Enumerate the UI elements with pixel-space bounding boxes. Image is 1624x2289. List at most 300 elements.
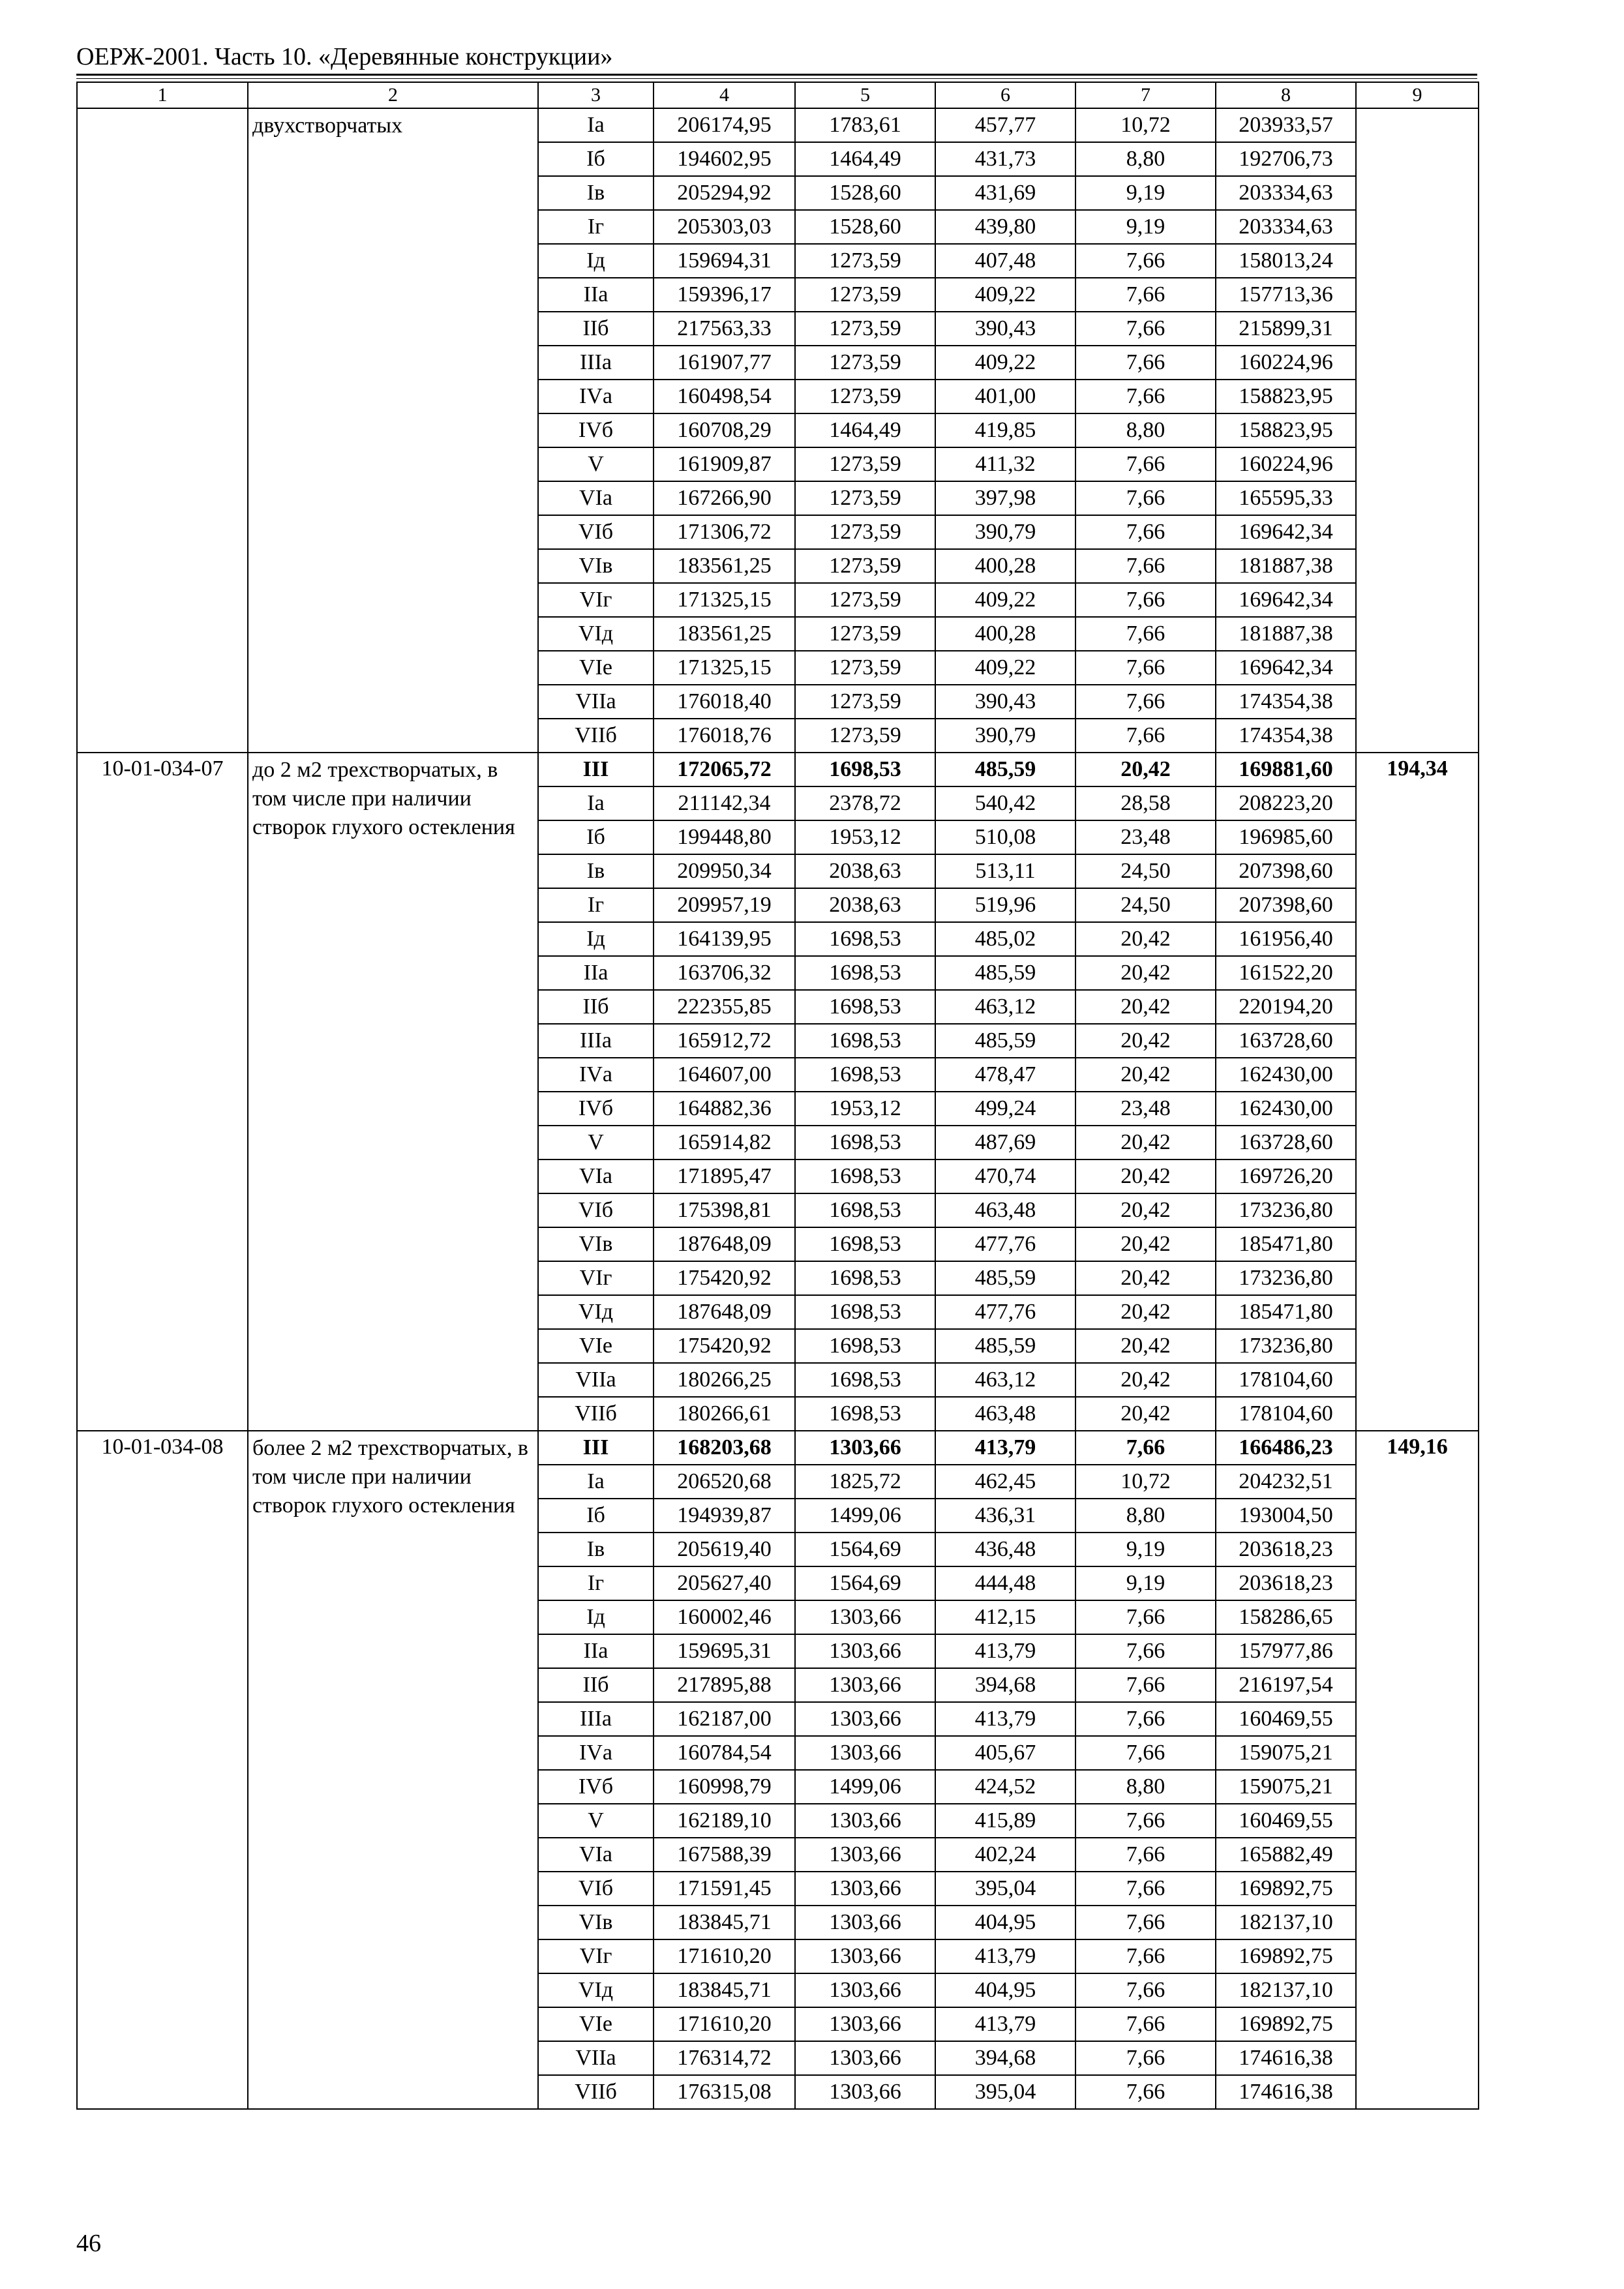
driver-wage-cell: 23,48 xyxy=(1075,820,1216,854)
material-cost-cell: 207398,60 xyxy=(1216,854,1356,888)
labor-cost-cell: 1564,69 xyxy=(795,1533,935,1566)
zone-cell: IVб xyxy=(538,1092,654,1126)
material-cost-cell: 178104,60 xyxy=(1216,1363,1356,1397)
labor-cost-cell: 1698,53 xyxy=(795,956,935,990)
total-cost-cell: 217895,88 xyxy=(654,1668,795,1702)
machine-cost-cell: 400,28 xyxy=(935,549,1075,583)
machine-cost-cell: 402,24 xyxy=(935,1838,1075,1872)
material-cost-cell: 162430,00 xyxy=(1216,1058,1356,1092)
labor-cost-cell: 1273,59 xyxy=(795,447,935,481)
table-body xyxy=(77,108,1479,2109)
zone-cell: VIIб xyxy=(538,2075,654,2109)
driver-wage-cell: 7,66 xyxy=(1075,1431,1216,1465)
material-cost-cell: 207398,60 xyxy=(1216,888,1356,922)
material-cost-cell: 157713,36 xyxy=(1216,278,1356,312)
total-cost-cell: 176314,72 xyxy=(654,2041,795,2075)
machine-cost-cell: 419,85 xyxy=(935,413,1075,447)
column-number: 6 xyxy=(935,82,1075,108)
driver-wage-cell: 7,66 xyxy=(1075,278,1216,312)
machine-cost-cell: 411,32 xyxy=(935,447,1075,481)
machine-cost-cell: 444,48 xyxy=(935,1566,1075,1600)
machine-cost-cell: 439,80 xyxy=(935,210,1075,244)
labor-cost-cell: 1303,66 xyxy=(795,1939,935,1973)
total-cost-cell: 183845,71 xyxy=(654,1906,795,1939)
driver-wage-cell: 7,66 xyxy=(1075,1906,1216,1939)
zone-cell: Iв xyxy=(538,854,654,888)
machine-cost-cell: 413,79 xyxy=(935,1939,1075,1973)
driver-wage-cell: 7,66 xyxy=(1075,447,1216,481)
total-cost-cell: 206520,68 xyxy=(654,1465,795,1499)
material-cost-cell: 158823,95 xyxy=(1216,413,1356,447)
labor-cost-cell: 1698,53 xyxy=(795,1193,935,1227)
page-header: ОЕРЖ-2001. Часть 10. «Деревянные конструкции» xyxy=(76,43,613,70)
labor-cost-cell: 2038,63 xyxy=(795,888,935,922)
material-cost-cell: 203334,63 xyxy=(1216,210,1356,244)
total-cost-cell: 167266,90 xyxy=(654,481,795,515)
zone-cell: VIа xyxy=(538,1159,654,1193)
material-cost-cell: 160469,55 xyxy=(1216,1702,1356,1736)
total-cost-cell: 172065,72 xyxy=(654,753,795,786)
material-cost-cell: 193004,50 xyxy=(1216,1499,1356,1533)
driver-wage-cell: 7,66 xyxy=(1075,651,1216,685)
total-cost-cell: 160002,46 xyxy=(654,1600,795,1634)
machine-cost-cell: 485,59 xyxy=(935,1329,1075,1363)
total-cost-cell: 183561,25 xyxy=(654,617,795,651)
labor-cost-cell: 1303,66 xyxy=(795,1804,935,1838)
column-number: 2 xyxy=(248,82,538,108)
labor-cost-cell: 1825,72 xyxy=(795,1465,935,1499)
labor-cost-cell: 1303,66 xyxy=(795,1431,935,1465)
driver-wage-cell: 20,42 xyxy=(1075,1363,1216,1397)
total-cost-cell: 160998,79 xyxy=(654,1770,795,1804)
material-cost-cell: 173236,80 xyxy=(1216,1261,1356,1295)
machine-cost-cell: 485,59 xyxy=(935,1024,1075,1058)
driver-wage-cell: 7,66 xyxy=(1075,515,1216,549)
labor-cost-cell: 1953,12 xyxy=(795,1092,935,1126)
labor-cost-cell: 1273,59 xyxy=(795,583,935,617)
driver-wage-cell: 20,42 xyxy=(1075,922,1216,956)
total-cost-cell: 165914,82 xyxy=(654,1126,795,1159)
machine-cost-cell: 413,79 xyxy=(935,1431,1075,1465)
labor-cost-cell: 1499,06 xyxy=(795,1770,935,1804)
total-cost-cell: 162189,10 xyxy=(654,1804,795,1838)
driver-wage-cell: 7,66 xyxy=(1075,719,1216,753)
driver-wage-cell: 20,42 xyxy=(1075,1261,1216,1295)
machine-cost-cell: 390,79 xyxy=(935,719,1075,753)
labor-cost-cell: 1698,53 xyxy=(795,1126,935,1159)
labor-cost-cell: 1303,66 xyxy=(795,1702,935,1736)
machine-cost-cell: 499,24 xyxy=(935,1092,1075,1126)
driver-wage-cell: 7,66 xyxy=(1075,1634,1216,1668)
material-cost-cell: 220194,20 xyxy=(1216,990,1356,1024)
material-cost-cell: 181887,38 xyxy=(1216,549,1356,583)
machine-cost-cell: 390,79 xyxy=(935,515,1075,549)
rate-code-cell: 10-01-034-07 xyxy=(77,753,248,1431)
labor-cost-cell: 1273,59 xyxy=(795,515,935,549)
labor-cost-cell: 1698,53 xyxy=(795,1024,935,1058)
total-cost-cell: 161909,87 xyxy=(654,447,795,481)
driver-wage-cell: 20,42 xyxy=(1075,1159,1216,1193)
material-cost-cell: 165882,49 xyxy=(1216,1838,1356,1872)
driver-wage-cell: 7,66 xyxy=(1075,2075,1216,2109)
column-number: 5 xyxy=(795,82,935,108)
rate-code-cell xyxy=(77,108,248,753)
labor-cost-cell: 1303,66 xyxy=(795,1600,935,1634)
labor-cost-cell: 1698,53 xyxy=(795,1295,935,1329)
material-cost-cell: 161956,40 xyxy=(1216,922,1356,956)
driver-wage-cell: 20,42 xyxy=(1075,1295,1216,1329)
machine-cost-cell: 415,89 xyxy=(935,1804,1075,1838)
machine-cost-cell: 431,73 xyxy=(935,142,1075,176)
driver-wage-cell: 10,72 xyxy=(1075,108,1216,142)
total-cost-cell: 176018,76 xyxy=(654,719,795,753)
machine-cost-cell: 413,79 xyxy=(935,2007,1075,2041)
labor-cost-cell: 1464,49 xyxy=(795,142,935,176)
labor-cost-cell: 1698,53 xyxy=(795,753,935,786)
zone-cell: VIб xyxy=(538,1193,654,1227)
total-cost-cell: 176018,40 xyxy=(654,685,795,719)
material-cost-cell: 192706,73 xyxy=(1216,142,1356,176)
table-row xyxy=(77,753,1479,786)
zone-cell: VIа xyxy=(538,1838,654,1872)
labor-cost-cell: 1698,53 xyxy=(795,1159,935,1193)
material-cost-cell: 158286,65 xyxy=(1216,1600,1356,1634)
labor-cost-cell: 1528,60 xyxy=(795,210,935,244)
zone-cell: Iб xyxy=(538,1499,654,1533)
driver-wage-cell: 23,48 xyxy=(1075,1092,1216,1126)
header-rule-thin xyxy=(76,78,1477,79)
machine-cost-cell: 394,68 xyxy=(935,2041,1075,2075)
zone-cell: IVб xyxy=(538,1770,654,1804)
driver-wage-cell: 9,19 xyxy=(1075,176,1216,210)
driver-wage-cell: 7,66 xyxy=(1075,1600,1216,1634)
total-cost-cell: 164607,00 xyxy=(654,1058,795,1092)
labor-cost-cell: 1273,59 xyxy=(795,719,935,753)
material-cost-cell: 174354,38 xyxy=(1216,685,1356,719)
header-rule xyxy=(76,74,1477,76)
driver-wage-cell: 28,58 xyxy=(1075,786,1216,820)
machine-cost-cell: 540,42 xyxy=(935,786,1075,820)
zone-cell: VIIб xyxy=(538,1397,654,1431)
labor-cost-cell: 1303,66 xyxy=(795,1668,935,1702)
driver-wage-cell: 7,66 xyxy=(1075,244,1216,278)
labor-cost-cell: 1273,59 xyxy=(795,651,935,685)
total-cost-cell: 171325,15 xyxy=(654,583,795,617)
material-cost-cell: 174616,38 xyxy=(1216,2041,1356,2075)
driver-wage-cell: 20,42 xyxy=(1075,956,1216,990)
labor-cost-cell: 2038,63 xyxy=(795,854,935,888)
labor-cost-cell: 1698,53 xyxy=(795,922,935,956)
material-cost-cell: 160469,55 xyxy=(1216,1804,1356,1838)
zone-cell: VIг xyxy=(538,1939,654,1973)
total-cost-cell: 209957,19 xyxy=(654,888,795,922)
labor-cost-cell: 1303,66 xyxy=(795,2007,935,2041)
work-description-cell: до 2 м2 трехстворчатых, в том числе при наличии створок глухого остекления xyxy=(248,753,538,1431)
material-cost-cell: 208223,20 xyxy=(1216,786,1356,820)
zone-cell: III xyxy=(538,1431,654,1465)
labor-cost-cell: 1303,66 xyxy=(795,1736,935,1770)
driver-wage-cell: 7,66 xyxy=(1075,1736,1216,1770)
labor-cost-cell: 1303,66 xyxy=(795,1906,935,1939)
material-cost-cell: 203618,23 xyxy=(1216,1533,1356,1566)
zone-cell: IIIа xyxy=(538,346,654,380)
zone-cell: IIа xyxy=(538,278,654,312)
driver-wage-cell: 7,66 xyxy=(1075,1804,1216,1838)
zone-cell: IVа xyxy=(538,1736,654,1770)
driver-wage-cell: 9,19 xyxy=(1075,1566,1216,1600)
labor-cost-cell: 1953,12 xyxy=(795,820,935,854)
total-cost-cell: 183561,25 xyxy=(654,549,795,583)
total-cost-cell: 199448,80 xyxy=(654,820,795,854)
total-cost-cell: 180266,25 xyxy=(654,1363,795,1397)
total-cost-cell: 205627,40 xyxy=(654,1566,795,1600)
driver-wage-cell: 7,66 xyxy=(1075,1668,1216,1702)
driver-wage-cell: 24,50 xyxy=(1075,888,1216,922)
material-cost-cell: 203334,63 xyxy=(1216,176,1356,210)
total-cost-cell: 209950,34 xyxy=(654,854,795,888)
column-number: 9 xyxy=(1356,82,1479,108)
zone-cell: VIг xyxy=(538,1261,654,1295)
labor-cost-cell: 1273,59 xyxy=(795,617,935,651)
material-cost-cell: 158013,24 xyxy=(1216,244,1356,278)
labor-cost-cell: 1528,60 xyxy=(795,176,935,210)
column-number-row xyxy=(77,82,1479,108)
total-cost-cell: 205619,40 xyxy=(654,1533,795,1566)
column-number: 8 xyxy=(1216,82,1356,108)
machine-cost-cell: 409,22 xyxy=(935,346,1075,380)
column-number: 4 xyxy=(654,82,795,108)
machine-cost-cell: 413,79 xyxy=(935,1702,1075,1736)
machine-cost-cell: 412,15 xyxy=(935,1600,1075,1634)
zone-cell: IIа xyxy=(538,956,654,990)
zone-cell: VIIа xyxy=(538,685,654,719)
zone-cell: Iб xyxy=(538,142,654,176)
driver-wage-cell: 7,66 xyxy=(1075,380,1216,413)
zone-cell: IVб xyxy=(538,413,654,447)
driver-wage-cell: 8,80 xyxy=(1075,142,1216,176)
driver-wage-cell: 7,66 xyxy=(1075,685,1216,719)
total-cost-cell: 175420,92 xyxy=(654,1329,795,1363)
zone-cell: Iг xyxy=(538,1566,654,1600)
material-cost-cell: 160224,96 xyxy=(1216,447,1356,481)
material-cost-cell: 159075,21 xyxy=(1216,1736,1356,1770)
total-cost-cell: 176315,08 xyxy=(654,2075,795,2109)
driver-wage-cell: 7,66 xyxy=(1075,2007,1216,2041)
total-cost-cell: 159695,31 xyxy=(654,1634,795,1668)
column-number: 3 xyxy=(538,82,654,108)
total-cost-cell: 205294,92 xyxy=(654,176,795,210)
driver-wage-cell: 20,42 xyxy=(1075,1329,1216,1363)
machine-cost-cell: 404,95 xyxy=(935,1973,1075,2007)
material-cost-cell: 169892,75 xyxy=(1216,1939,1356,1973)
material-cost-cell: 174616,38 xyxy=(1216,2075,1356,2109)
zone-cell: Iд xyxy=(538,1600,654,1634)
machine-cost-cell: 401,00 xyxy=(935,380,1075,413)
labor-cost-cell: 1698,53 xyxy=(795,1329,935,1363)
material-cost-cell: 215899,31 xyxy=(1216,312,1356,346)
material-cost-cell: 173236,80 xyxy=(1216,1329,1356,1363)
driver-wage-cell: 8,80 xyxy=(1075,1499,1216,1533)
total-cost-cell: 160708,29 xyxy=(654,413,795,447)
total-cost-cell: 168203,68 xyxy=(654,1431,795,1465)
machine-cost-cell: 485,59 xyxy=(935,1261,1075,1295)
material-cost-cell: 173236,80 xyxy=(1216,1193,1356,1227)
zone-cell: IIб xyxy=(538,1668,654,1702)
labor-cost-cell: 1698,53 xyxy=(795,1227,935,1261)
material-cost-cell: 166486,23 xyxy=(1216,1431,1356,1465)
zone-cell: VIб xyxy=(538,1872,654,1906)
machine-cost-cell: 390,43 xyxy=(935,685,1075,719)
driver-wage-cell: 20,42 xyxy=(1075,1126,1216,1159)
total-cost-cell: 167588,39 xyxy=(654,1838,795,1872)
zone-cell: V xyxy=(538,447,654,481)
zone-cell: VIIа xyxy=(538,2041,654,2075)
total-cost-cell: 217563,33 xyxy=(654,312,795,346)
material-cost-cell: 169892,75 xyxy=(1216,1872,1356,1906)
material-cost-cell: 182137,10 xyxy=(1216,1906,1356,1939)
driver-wage-cell: 7,66 xyxy=(1075,1702,1216,1736)
material-cost-cell: 165595,33 xyxy=(1216,481,1356,515)
machine-cost-cell: 424,52 xyxy=(935,1770,1075,1804)
material-cost-cell: 216197,54 xyxy=(1216,1668,1356,1702)
total-cost-cell: 159694,31 xyxy=(654,244,795,278)
table-row xyxy=(77,108,1479,142)
labor-cost-cell: 1273,59 xyxy=(795,278,935,312)
total-cost-cell: 171591,45 xyxy=(654,1872,795,1906)
zone-cell: V xyxy=(538,1804,654,1838)
material-cost-cell: 203618,23 xyxy=(1216,1566,1356,1600)
total-cost-cell: 161907,77 xyxy=(654,346,795,380)
driver-wage-cell: 20,42 xyxy=(1075,1397,1216,1431)
machine-cost-cell: 397,98 xyxy=(935,481,1075,515)
labor-hours-cell: 194,34 xyxy=(1356,753,1479,1431)
total-cost-cell: 194939,87 xyxy=(654,1499,795,1533)
total-cost-cell: 164139,95 xyxy=(654,922,795,956)
work-description-cell: более 2 м2 трехстворчатых, в том числе при наличии створок глухого остекления xyxy=(248,1431,538,2109)
material-cost-cell: 161522,20 xyxy=(1216,956,1356,990)
zone-cell: Iв xyxy=(538,176,654,210)
zone-cell: Iа xyxy=(538,108,654,142)
total-cost-cell: 163706,32 xyxy=(654,956,795,990)
zone-cell: VIв xyxy=(538,1227,654,1261)
material-cost-cell: 169642,34 xyxy=(1216,583,1356,617)
zone-cell: Iг xyxy=(538,888,654,922)
material-cost-cell: 169642,34 xyxy=(1216,651,1356,685)
total-cost-cell: 165912,72 xyxy=(654,1024,795,1058)
driver-wage-cell: 7,66 xyxy=(1075,2041,1216,2075)
machine-cost-cell: 463,48 xyxy=(935,1397,1075,1431)
material-cost-cell: 169881,60 xyxy=(1216,753,1356,786)
total-cost-cell: 206174,95 xyxy=(654,108,795,142)
zone-cell: Iд xyxy=(538,922,654,956)
driver-wage-cell: 8,80 xyxy=(1075,413,1216,447)
total-cost-cell: 159396,17 xyxy=(654,278,795,312)
labor-cost-cell: 1273,59 xyxy=(795,481,935,515)
driver-wage-cell: 20,42 xyxy=(1075,1193,1216,1227)
driver-wage-cell: 7,66 xyxy=(1075,1838,1216,1872)
zone-cell: Iа xyxy=(538,786,654,820)
zone-cell: VIIа xyxy=(538,1363,654,1397)
total-cost-cell: 175398,81 xyxy=(654,1193,795,1227)
driver-wage-cell: 20,42 xyxy=(1075,1058,1216,1092)
zone-cell: IVа xyxy=(538,380,654,413)
machine-cost-cell: 413,79 xyxy=(935,1634,1075,1668)
machine-cost-cell: 478,47 xyxy=(935,1058,1075,1092)
machine-cost-cell: 519,96 xyxy=(935,888,1075,922)
labor-cost-cell: 1698,53 xyxy=(795,1058,935,1092)
labor-cost-cell: 1698,53 xyxy=(795,990,935,1024)
labor-cost-cell: 1499,06 xyxy=(795,1499,935,1533)
zone-cell: IIб xyxy=(538,990,654,1024)
material-cost-cell: 160224,96 xyxy=(1216,346,1356,380)
total-cost-cell: 171306,72 xyxy=(654,515,795,549)
driver-wage-cell: 7,66 xyxy=(1075,583,1216,617)
total-cost-cell: 183845,71 xyxy=(654,1973,795,2007)
table-row xyxy=(77,1431,1479,1465)
machine-cost-cell: 457,77 xyxy=(935,108,1075,142)
machine-cost-cell: 487,69 xyxy=(935,1126,1075,1159)
zone-cell: VIг xyxy=(538,583,654,617)
labor-cost-cell: 1464,49 xyxy=(795,413,935,447)
driver-wage-cell: 24,50 xyxy=(1075,854,1216,888)
material-cost-cell: 185471,80 xyxy=(1216,1295,1356,1329)
total-cost-cell: 180266,61 xyxy=(654,1397,795,1431)
work-description-cell: двухстворчатых xyxy=(248,108,538,753)
total-cost-cell: 162187,00 xyxy=(654,1702,795,1736)
driver-wage-cell: 7,66 xyxy=(1075,1939,1216,1973)
labor-cost-cell: 1273,59 xyxy=(795,380,935,413)
zone-cell: VIд xyxy=(538,617,654,651)
total-cost-cell: 171325,15 xyxy=(654,651,795,685)
labor-cost-cell: 1303,66 xyxy=(795,2041,935,2075)
labor-cost-cell: 1303,66 xyxy=(795,1872,935,1906)
zone-cell: IIа xyxy=(538,1634,654,1668)
material-cost-cell: 203933,57 xyxy=(1216,108,1356,142)
page-number: 46 xyxy=(76,2230,101,2257)
driver-wage-cell: 7,66 xyxy=(1075,481,1216,515)
zone-cell: VIIб xyxy=(538,719,654,753)
labor-cost-cell: 1303,66 xyxy=(795,2075,935,2109)
zone-cell: IIIа xyxy=(538,1024,654,1058)
machine-cost-cell: 407,48 xyxy=(935,244,1075,278)
column-number: 1 xyxy=(77,82,248,108)
total-cost-cell: 222355,85 xyxy=(654,990,795,1024)
material-cost-cell: 163728,60 xyxy=(1216,1024,1356,1058)
labor-cost-cell: 1303,66 xyxy=(795,1634,935,1668)
machine-cost-cell: 409,22 xyxy=(935,583,1075,617)
labor-cost-cell: 1783,61 xyxy=(795,108,935,142)
material-cost-cell: 162430,00 xyxy=(1216,1092,1356,1126)
zone-cell: VIд xyxy=(538,1973,654,2007)
driver-wage-cell: 9,19 xyxy=(1075,210,1216,244)
total-cost-cell: 194602,95 xyxy=(654,142,795,176)
labor-cost-cell: 1303,66 xyxy=(795,1838,935,1872)
driver-wage-cell: 7,66 xyxy=(1075,346,1216,380)
zone-cell: Iг xyxy=(538,210,654,244)
column-number: 7 xyxy=(1075,82,1216,108)
zone-cell: IIIа xyxy=(538,1702,654,1736)
material-cost-cell: 158823,95 xyxy=(1216,380,1356,413)
total-cost-cell: 187648,09 xyxy=(654,1227,795,1261)
driver-wage-cell: 7,66 xyxy=(1075,1872,1216,1906)
machine-cost-cell: 409,22 xyxy=(935,651,1075,685)
material-cost-cell: 169726,20 xyxy=(1216,1159,1356,1193)
machine-cost-cell: 463,48 xyxy=(935,1193,1075,1227)
labor-cost-cell: 2378,72 xyxy=(795,786,935,820)
total-cost-cell: 175420,92 xyxy=(654,1261,795,1295)
zone-cell: V xyxy=(538,1126,654,1159)
zone-cell: Iв xyxy=(538,1533,654,1566)
